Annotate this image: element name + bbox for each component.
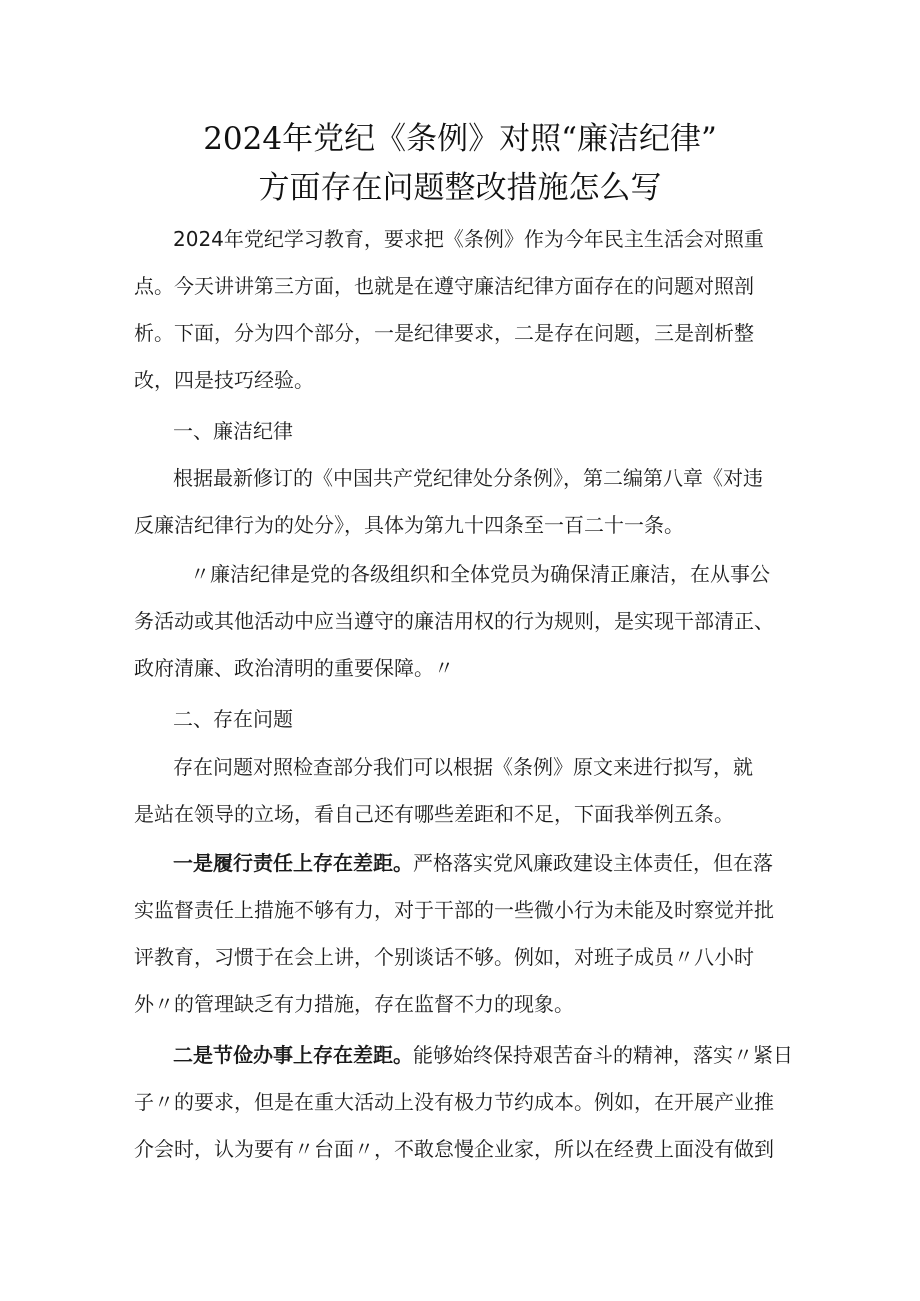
section1-heading: 一、廉洁纪律: [173, 419, 293, 443]
item1-bold-heading: 一是履行责任上存在差距。: [173, 851, 413, 875]
item2-line-2: 子〃的要求，但是在重大活动上没有极力节约成本。例如，在开展产业推: [134, 1090, 774, 1114]
intro-line-1: 2024年党纪学习教育，要求把《条例》作为今年民主生活会对照重: [173, 227, 764, 251]
item2-text: 能够始终保持艰苦奋斗的精神，落实〃紧日: [413, 1043, 793, 1067]
item1-text: 严格落实党风廉政建设主体责任，但在落: [413, 851, 773, 875]
item2-line-1: [173, 1041, 833, 1069]
item1-line-2: 实监督责任上措施不够有力，对于干部的一些微小行为未能及时察觉并批: [134, 898, 774, 922]
section1-quote-line-1: 〃廉洁纪律是党的各级组织和全体党员为确保清正廉洁，在从事公: [190, 562, 770, 586]
item2-bold-heading: 二是节俭办事上存在差距。: [173, 1043, 413, 1067]
item1-line-1: [173, 849, 833, 877]
intro-line-2: 点。今天讲讲第三方面，也就是在遵守廉洁纪律方面存在的问题对照剖: [134, 274, 754, 298]
item1-line-4: 外〃的管理缺乏有力措施，存在监督不力的现象。: [134, 992, 574, 1016]
section1-quote-line-2: 务活动或其他活动中应当遵守的廉洁用权的行为规则，是实现干部清正、: [134, 609, 774, 633]
document-title-line1: 2024年党纪《条例》对照“廉洁纪律”: [203, 121, 717, 157]
section2-para-line-2: 是站在领导的立场，看自己还有哪些差距和不足，下面我举例五条。: [134, 802, 734, 826]
section1-quote-line-3: 政府清廉、政治清明的重要保障。〃: [134, 656, 454, 680]
section1-para-line-1: 根据最新修订的《中国共产党纪律处分条例》，第二编第八章《对违: [173, 466, 763, 490]
item2-line-3: 介会时，认为要有〃台面〃，不敢怠慢企业家，所以在经费上面没有做到: [134, 1137, 774, 1161]
intro-line-3: 析。下面，分为四个部分，一是纪律要求，二是存在问题，三是剖析整: [134, 321, 754, 345]
document-title-line2: 方面存在问题整改措施怎么写: [258, 170, 662, 206]
section1-para-line-2: 反廉洁纪律行为的处分》，具体为第九十四条至一百二十一条。: [134, 513, 684, 537]
section2-para-line-1: 存在问题对照检查部分我们可以根据《条例》原文来进行拟写，就: [173, 755, 753, 779]
item1-line-3: 评教育，习惯于在会上讲，个别谈话不够。例如，对班子成员〃八小时: [134, 945, 754, 969]
section2-heading: 二、存在问题: [173, 707, 293, 731]
intro-line-4: 改，四是技巧经验。: [134, 368, 314, 392]
